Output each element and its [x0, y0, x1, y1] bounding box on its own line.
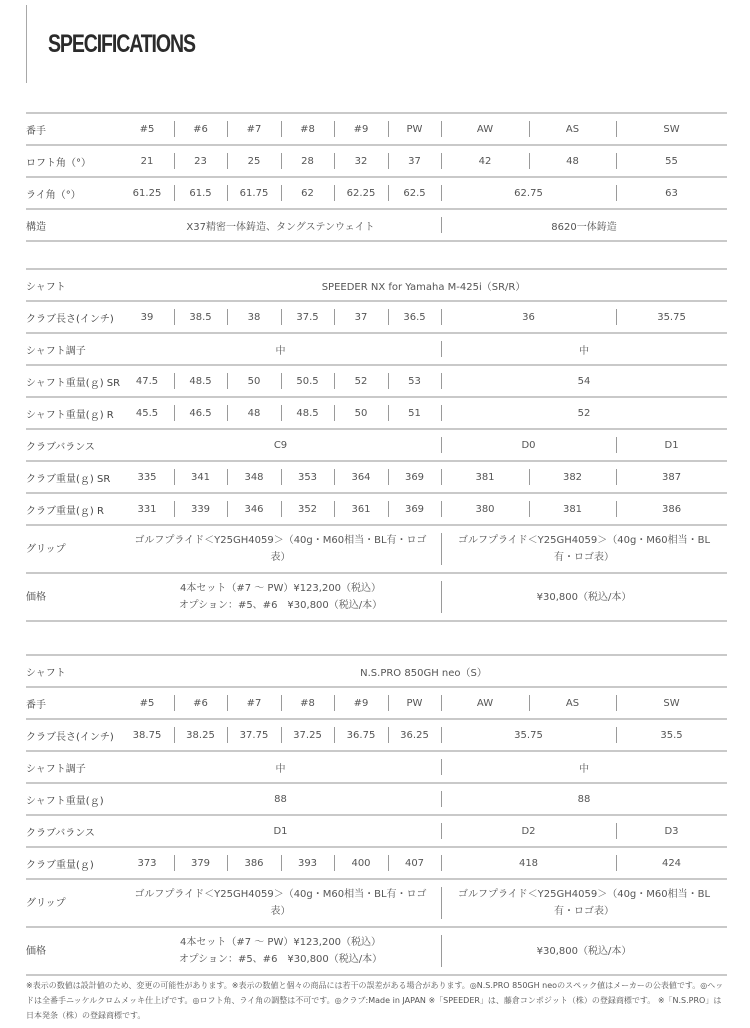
cell: #8	[281, 687, 334, 719]
cell: 373	[120, 847, 174, 879]
cell: ゴルフプライド＜Y25GH4059＞（40g・M60相当・BL有・ロゴ表）	[120, 525, 441, 573]
row-loft	[26, 145, 727, 177]
cell: 61.5	[174, 177, 227, 209]
cell: 36.25	[388, 719, 441, 751]
row-flex-point	[26, 333, 727, 365]
cell: 407	[388, 847, 441, 879]
cell: 38.75	[120, 719, 174, 751]
row-club-weight	[26, 847, 727, 879]
cell: 48.5	[174, 365, 227, 397]
row-label: 価格	[26, 573, 120, 621]
cell: 386	[227, 847, 281, 879]
cell: 45.5	[120, 397, 174, 429]
cell: 39	[120, 301, 174, 333]
cell: 348	[227, 461, 281, 493]
cell: 37.25	[281, 719, 334, 751]
cell: D2	[441, 815, 616, 847]
cell: 331	[120, 493, 174, 525]
cell: ゴルフプライド＜Y25GH4059＞（40g・M60相当・BL有・ロゴ表）	[120, 879, 441, 927]
cell: 54	[441, 365, 727, 397]
cell: 51	[388, 397, 441, 429]
row-label: 番手	[26, 687, 120, 719]
cell: 386	[616, 493, 727, 525]
cell: 393	[281, 847, 334, 879]
row-label: シャフト重量(ｇ)	[26, 783, 120, 815]
cell: 382	[529, 461, 616, 493]
row-price	[26, 927, 727, 975]
row-grip	[26, 525, 727, 573]
row-shaft	[26, 655, 727, 687]
row-label: グリップ	[26, 525, 120, 573]
cell: 48	[529, 145, 616, 177]
cell: 369	[388, 493, 441, 525]
page-title: SPECIFICATIONS	[48, 30, 195, 58]
cell: SPEEDER NX for Yamaha M-425i（SR/R）	[120, 269, 727, 301]
cell: AS	[529, 113, 616, 145]
row-shaft-weight-sr	[26, 365, 727, 397]
cell: 335	[120, 461, 174, 493]
cell: 中	[120, 751, 441, 783]
cell: 35.5	[616, 719, 727, 751]
cell: 63	[616, 177, 727, 209]
cell: 61.75	[227, 177, 281, 209]
cell: 381	[529, 493, 616, 525]
cell: 47.5	[120, 365, 174, 397]
cell: 380	[441, 493, 529, 525]
row-number	[26, 113, 727, 145]
cell: 62	[281, 177, 334, 209]
cell: #5	[120, 687, 174, 719]
nspro-shaft-table	[26, 654, 727, 976]
cell: 37.5	[281, 301, 334, 333]
cell: 62.75	[441, 177, 616, 209]
cell: 50.5	[281, 365, 334, 397]
row-club-weight-sr	[26, 461, 727, 493]
cell: 341	[174, 461, 227, 493]
cell: 364	[334, 461, 388, 493]
head-spec-table	[26, 112, 727, 242]
row-shaft	[26, 269, 727, 301]
row-number	[26, 687, 727, 719]
row-flex-point	[26, 751, 727, 783]
row-shaft-weight	[26, 783, 727, 815]
row-label: シャフト調子	[26, 751, 120, 783]
cell: 42	[441, 145, 529, 177]
cell: 339	[174, 493, 227, 525]
footnote: ※表示の数値は設計値のため、変更の可能性があります。※表示の数値と個々の商品には若干の誤差がある場合があります。◎N.S.PRO 850GH neoのスペック値はメーカーの公表値です。◎ヘッドは全番手ニッケルクロムメッキ仕上げです。◎ロフト角、ライ角の調整は不可です。◎クラブ:Made in JAPAN ※「SPEEDER」は、藤倉コンポジット（株）の登録商標です。 ※「N.S.PRO」は日本発条（株）の登録商標です。	[26, 981, 724, 1020]
cell: 35.75	[616, 301, 727, 333]
cell: 62.25	[334, 177, 388, 209]
cell: 400	[334, 847, 388, 879]
row-label: クラブ重量(ｇ) R	[26, 493, 120, 525]
row-label: シャフト重量(ｇ) R	[26, 397, 120, 429]
cell: 53	[388, 365, 441, 397]
cell: AS	[529, 687, 616, 719]
cell	[120, 927, 441, 975]
price-set: 4本セット（#7 ～ PW）¥123,200（税込）	[179, 583, 382, 594]
speeder-shaft-table	[26, 268, 727, 622]
row-balance	[26, 815, 727, 847]
cell: 中	[441, 751, 727, 783]
cell: AW	[441, 113, 529, 145]
cell	[120, 573, 441, 621]
cell: SW	[616, 687, 727, 719]
cell: ゴルフプライド＜Y25GH4059＞（40g・M60相当・BL有・ロゴ表）	[441, 525, 727, 573]
row-label: クラブ長さ(インチ)	[26, 719, 120, 751]
cell: 50	[334, 397, 388, 429]
cell: 28	[281, 145, 334, 177]
row-balance	[26, 429, 727, 461]
cell: #9	[334, 113, 388, 145]
row-length	[26, 301, 727, 333]
cell: 37	[388, 145, 441, 177]
cell: 21	[120, 145, 174, 177]
row-label: クラブ長さ(インチ)	[26, 301, 120, 333]
cell: ¥30,800（税込/本）	[441, 573, 727, 621]
cell: AW	[441, 687, 529, 719]
row-label: ロフト角（°）	[26, 145, 120, 177]
row-shaft-weight-r	[26, 397, 727, 429]
cell: 61.25	[120, 177, 174, 209]
row-label: 価格	[26, 927, 120, 975]
row-club-weight-r	[26, 493, 727, 525]
cell: D0	[441, 429, 616, 461]
cell: 88	[441, 783, 727, 815]
row-label: 構造	[26, 209, 120, 241]
cell: 37.75	[227, 719, 281, 751]
cell: 中	[441, 333, 727, 365]
cell: 46.5	[174, 397, 227, 429]
cell: 35.75	[441, 719, 616, 751]
cell: PW	[388, 687, 441, 719]
row-label: クラブ重量(ｇ) SR	[26, 461, 120, 493]
row-construction	[26, 209, 727, 241]
cell: 36	[441, 301, 616, 333]
cell: 32	[334, 145, 388, 177]
cell: 52	[441, 397, 727, 429]
row-lie	[26, 177, 727, 209]
cell: 48	[227, 397, 281, 429]
cell: 369	[388, 461, 441, 493]
cell: 38	[227, 301, 281, 333]
row-length	[26, 719, 727, 751]
cell: 50	[227, 365, 281, 397]
cell: 48.5	[281, 397, 334, 429]
row-label: シャフト	[26, 655, 120, 687]
cell: SW	[616, 113, 727, 145]
row-label: クラブバランス	[26, 429, 120, 461]
cell: D1	[616, 429, 727, 461]
price-option: オプション：#5、#6 ¥30,800（税込/本）	[178, 954, 383, 965]
cell: #9	[334, 687, 388, 719]
cell: 381	[441, 461, 529, 493]
cell: 52	[334, 365, 388, 397]
cell: #6	[174, 687, 227, 719]
cell: 424	[616, 847, 727, 879]
cell: 38.25	[174, 719, 227, 751]
price-option: オプション：#5、#6 ¥30,800（税込/本）	[178, 600, 383, 611]
row-label: シャフト重量(ｇ) SR	[26, 365, 120, 397]
row-label: ライ角（°）	[26, 177, 120, 209]
row-label: クラブ重量(ｇ)	[26, 847, 120, 879]
cell: 36.75	[334, 719, 388, 751]
cell: #5	[120, 113, 174, 145]
row-grip	[26, 879, 727, 927]
cell: ゴルフプライド＜Y25GH4059＞（40g・M60相当・BL有・ロゴ表）	[441, 879, 727, 927]
cell: D3	[616, 815, 727, 847]
cell: 353	[281, 461, 334, 493]
section-header	[26, 5, 195, 83]
cell: #6	[174, 113, 227, 145]
cell: 62.5	[388, 177, 441, 209]
cell: 387	[616, 461, 727, 493]
cell: 23	[174, 145, 227, 177]
cell: D1	[120, 815, 441, 847]
cell: 8620一体鋳造	[441, 209, 727, 241]
cell: C9	[120, 429, 441, 461]
cell: PW	[388, 113, 441, 145]
cell: 36.5	[388, 301, 441, 333]
row-label: クラブバランス	[26, 815, 120, 847]
cell: ¥30,800（税込/本）	[441, 927, 727, 975]
cell: 352	[281, 493, 334, 525]
cell: 37	[334, 301, 388, 333]
cell: 88	[120, 783, 441, 815]
price-set: 4本セット（#7 ～ PW）¥123,200（税込）	[179, 937, 382, 948]
row-label: グリップ	[26, 879, 120, 927]
row-label: シャフト調子	[26, 333, 120, 365]
cell: 379	[174, 847, 227, 879]
cell: #7	[227, 113, 281, 145]
row-price	[26, 573, 727, 621]
cell: 361	[334, 493, 388, 525]
cell: 346	[227, 493, 281, 525]
cell: 中	[120, 333, 441, 365]
cell: N.S.PRO 850GH neo（S）	[120, 655, 727, 687]
cell: 38.5	[174, 301, 227, 333]
cell: 25	[227, 145, 281, 177]
row-label: シャフト	[26, 269, 120, 301]
cell: #7	[227, 687, 281, 719]
row-label: 番手	[26, 113, 120, 145]
cell: X37精密一体鋳造、タングステンウェイト	[120, 209, 441, 241]
cell: 418	[441, 847, 616, 879]
cell: #8	[281, 113, 334, 145]
cell: 55	[616, 145, 727, 177]
